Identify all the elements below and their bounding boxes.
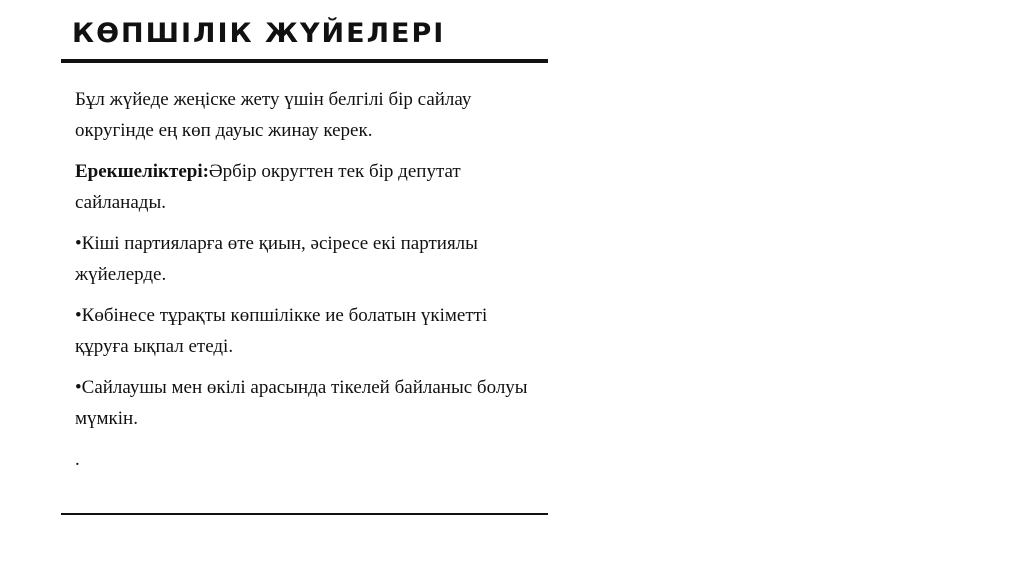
features-label: Ерекшеліктері: <box>75 161 209 182</box>
title-underline <box>61 59 548 63</box>
bullet-item: •Сайлаушы мен өкілі арасында тікелей байланыс болуы мүмкін. <box>75 377 528 429</box>
bullet-item: •Кіші партияларға өте қиын, әсіресе екі партиялы жүйелерде. <box>75 233 478 285</box>
bottom-divider <box>61 513 548 515</box>
features-paragraph <box>75 156 545 218</box>
features-text: Әрбір округтен тек бір депутат сайланады. <box>75 161 461 213</box>
trailing-period: . <box>75 449 80 470</box>
bullet-item: •Көбінесе тұрақты көпшілікке ие болатын үкіметті құруға ықпал етеді. <box>75 305 488 357</box>
slide-title: КӨПШІЛІК ЖҮЙЕЛЕРІ <box>72 18 446 49</box>
intro-paragraph: Бұл жүйеде жеңіске жету үшін белгілі бір сайлау округінде ең көп дауыс жинау керек. <box>75 89 472 141</box>
slide-body <box>75 84 545 475</box>
